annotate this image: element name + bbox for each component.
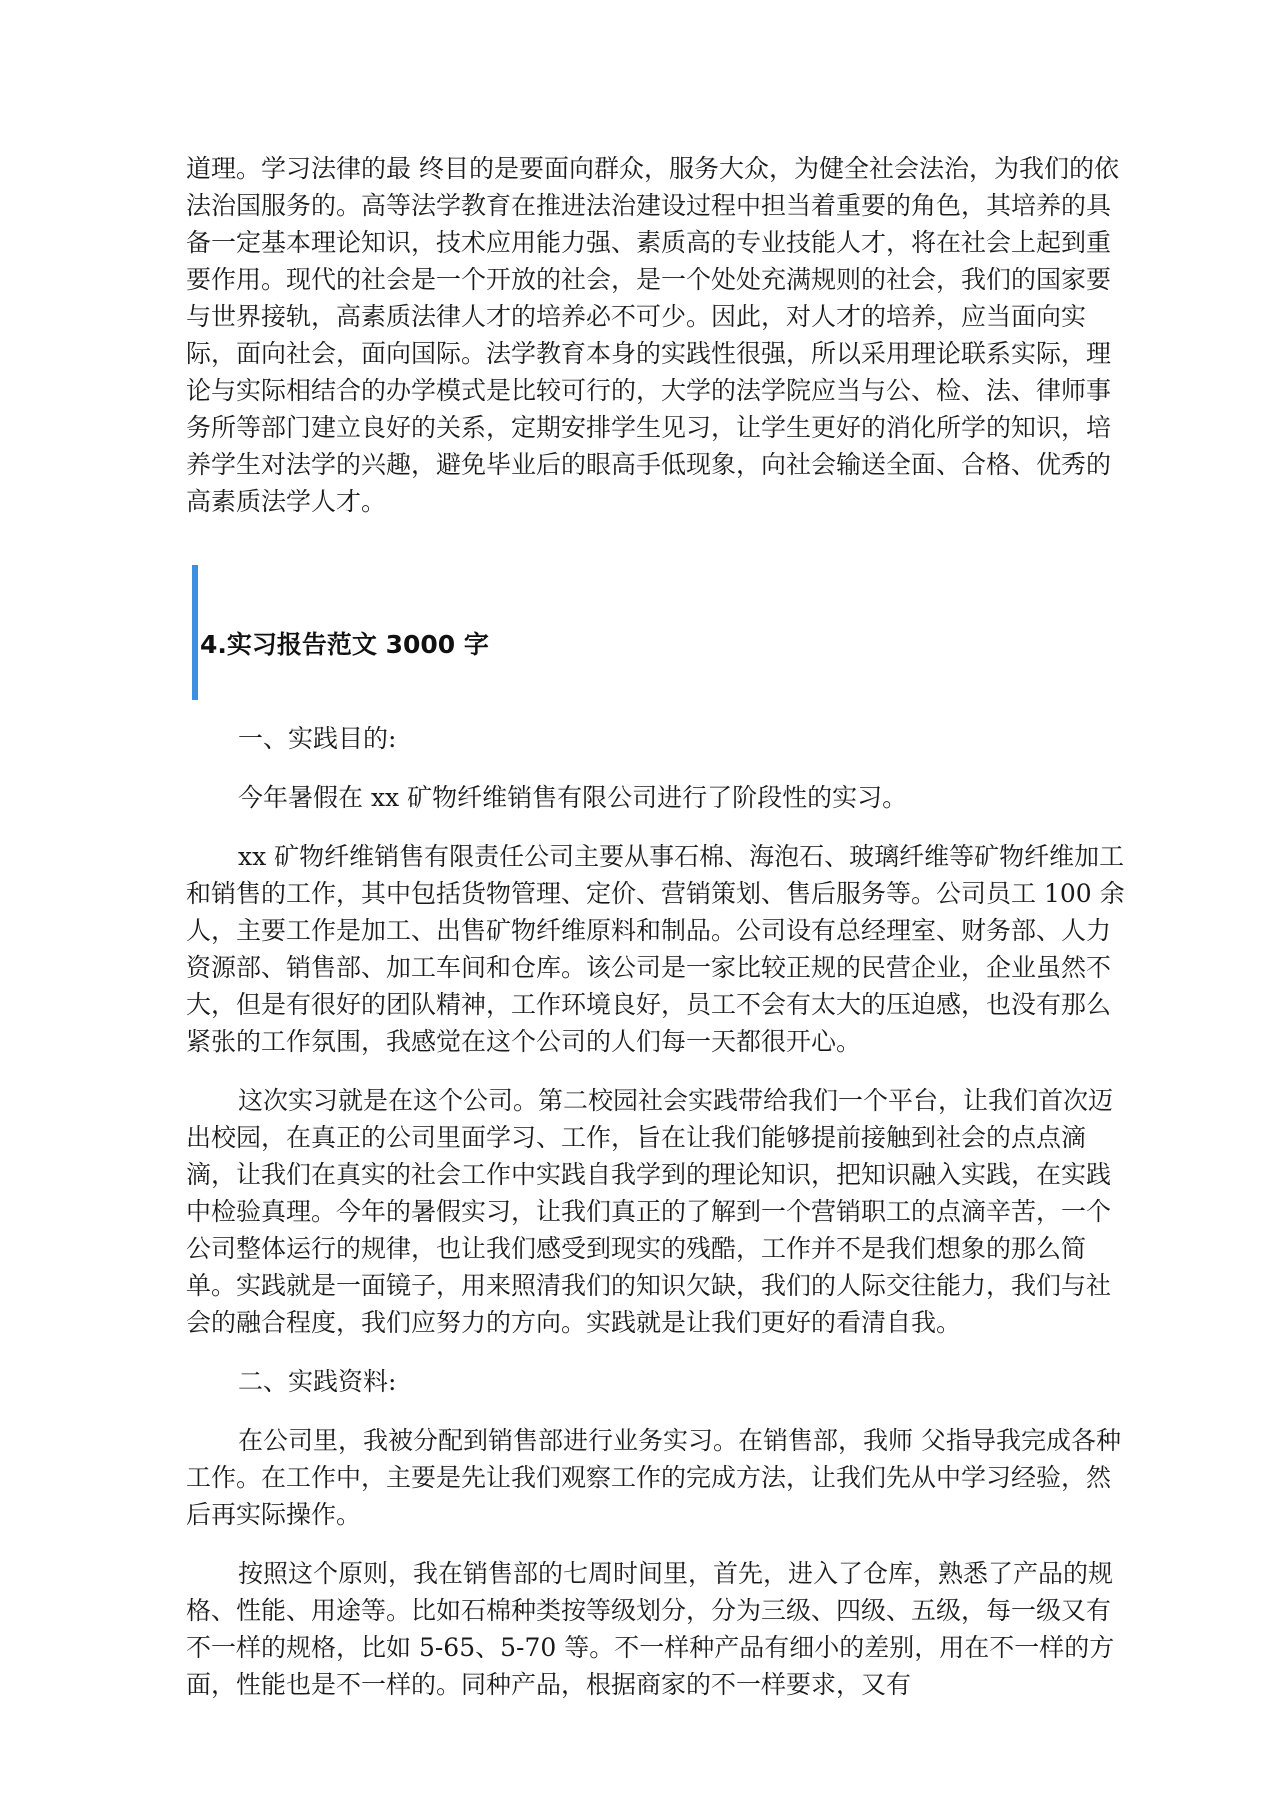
heading-accent-bar (192, 565, 198, 700)
section-heading: 4.实习报告范文 3000 字 (200, 630, 489, 659)
paragraph-2: xx 矿物纤维销售有限责任公司主要从事石棉、海泡石、玻璃纤维等矿物纤维加工和销售的工作，其中包括货物管理、定价、营销策划、售后服务等。公司员工 100 余人，主要工作是加工、出售矿物纤维原料和制品。公司设有总经理室、财务部、人力资源部、销售部、加工车间和仓库。该公司是一家比较正规的民营企业，企业虽然不大，但是有很好的团队精神，工作环境良好，员工不会有太大的压迫感，也没有那么紧张的工作氛围，我感觉在这个公司的人们每一天都很开心。 (186, 842, 1125, 1056)
subheading-practice-purpose: 一、实践目的: (238, 724, 397, 753)
paragraph-continued: 道理。学习法律的最 终目的是要面向群众，服务大众，为健全社会法治，为我们的依法治国服务的。高等法学教育在推进法治建设过程中担当着重要的角色，其培养的具备一定基本理论知识，技术应用能力强、素质高的专业技能人才，将在社会上起到重要作用。现代的社会是一个开放的社会，是一个处处充满规则的社会，我们的国家要与世界接轨，高素质法律人才的培养必不可少。因此，对人才的培养，应当面向实际，面向社会，面向国际。法学教育本身的实践性很强，所以采用理论联系实际，理论与实际相结合的办学模式是比较可行的，大学的法学院应当与公、检、法、律师事务所等部门建立良好的关系，定期安排学生见习，让学生更好的消化所学的知识，培养学生对法学的兴趣，避免毕业后的眼高手低现象，向社会输送全面、合格、优秀的高素质法学人才。 (186, 154, 1119, 516)
paragraph-3: 这次实习就是在这个公司。第二校园社会实践带给我们一个平台，让我们首次迈出校园，在真正的公司里面学习、工作，旨在让我们能够提前接触到社会的点点滴滴，让我们在真实的社会工作中实践自我学到的理论知识，把知识融入实践，在实践中检验真理。今年的暑假实习，让我们真正的了解到一个营销职工的点滴辛苦，一个公司整体运行的规律，也让我们感受到现实的残酷，工作并不是我们想象的那么简单。实践就是一面镜子，用来照清我们的知识欠缺，我们的人际交往能力，我们与社会的融合程度，我们应努力的方向。实践就是让我们更好的看清自我。 (186, 1086, 1114, 1337)
paragraph-4: 在公司里，我被分配到销售部进行业务实习。在销售部，我师 父指导我完成各种工作。在工作中，主要是先让我们观察工作的完成方法，让我们先从中学习经验，然后再实际操作。 (186, 1426, 1121, 1529)
paragraph-5: 按照这个原则，我在销售部的七周时间里，首先，进入了仓库，熟悉了产品的规格、性能、用途等。比如石棉种类按等级划分，分为三级、四级、五级，每一级又有不一样的规格，比如 5-65、5-70 等。不一样种产品有细小的差别，用在不一样的方面，性能也是不一样的。同种产品，根据商家的不一样要求，又有 (186, 1559, 1115, 1699)
document-content (186, 150, 1126, 1703)
section-heading-block (186, 565, 1126, 700)
paragraph-1: 今年暑假在 xx 矿物纤维销售有限公司进行了阶段性的实习。 (238, 783, 908, 812)
subheading-practice-material: 二、实践资料: (238, 1367, 397, 1396)
